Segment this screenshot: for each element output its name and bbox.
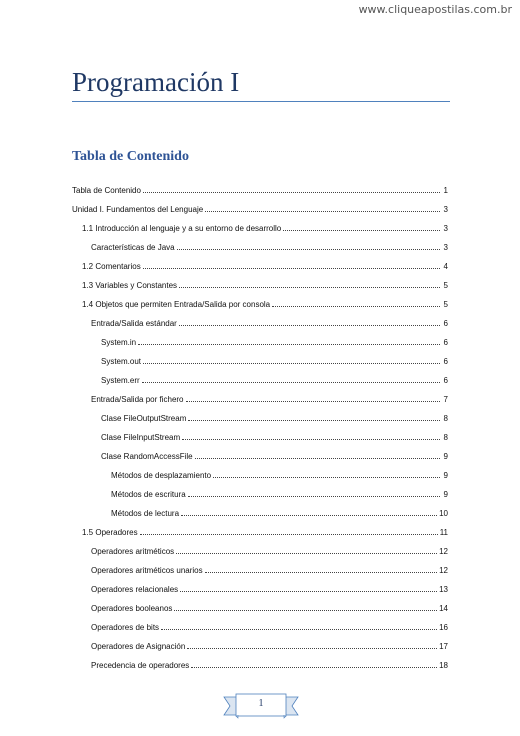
toc-entry-page: 5 (443, 300, 448, 309)
dot-leader (186, 400, 441, 402)
dot-leader (191, 666, 437, 668)
toc-entry-title: Clase RandomAccessFile (101, 452, 193, 461)
toc-entry[interactable] (72, 309, 448, 328)
toc-entry-page: 8 (443, 414, 448, 423)
toc-entry-title: Métodos de lectura (111, 509, 180, 518)
toc-entry[interactable] (72, 328, 448, 347)
toc-entry-page: 18 (439, 661, 448, 670)
dot-leader (188, 495, 440, 497)
toc-entry-page: 9 (443, 471, 448, 480)
toc-entry[interactable] (72, 271, 448, 290)
toc-entry[interactable] (72, 480, 448, 499)
toc-entry[interactable] (72, 575, 448, 594)
toc-entry-title: Operadores aritméticos (91, 547, 175, 556)
toc-entry-title: Operadores de bits (91, 623, 160, 632)
toc-entry-title: 1.4 Objetos que permiten Entrada/Salida por consola (82, 300, 271, 309)
toc-entry-page: 6 (443, 357, 448, 366)
toc-entry[interactable] (72, 404, 448, 423)
dot-leader (176, 552, 437, 554)
toc-entry-page: 12 (439, 566, 448, 575)
dot-leader (187, 647, 437, 649)
toc-entry-title: Clase FileOutputStream (101, 414, 187, 423)
toc-entry[interactable] (72, 347, 448, 366)
toc-entry[interactable] (72, 195, 448, 214)
dot-leader (142, 381, 440, 383)
toc-entry-page: 1 (443, 186, 448, 195)
dot-leader (138, 343, 440, 345)
dot-leader (195, 457, 440, 459)
toc-entry-page: 4 (443, 262, 448, 271)
toc-entry-title: Operadores de Asignación (91, 642, 186, 651)
dot-leader (143, 362, 440, 364)
toc-entry-page: 8 (443, 433, 448, 442)
toc-entry[interactable] (72, 442, 448, 461)
dot-leader (179, 324, 440, 326)
toc-entry[interactable] (72, 233, 448, 252)
dot-leader (174, 609, 437, 611)
toc-entry[interactable] (72, 423, 448, 442)
toc-entry-title: Unidad I. Fundamentos del Lenguaje (72, 205, 204, 214)
toc-entry-page: 3 (443, 205, 448, 214)
page-number-badge (222, 691, 300, 719)
toc-entry[interactable] (72, 366, 448, 385)
toc-entry-page: 11 (439, 528, 448, 537)
toc-entry-title: Métodos de escritura (111, 490, 186, 499)
toc-entry[interactable] (72, 651, 448, 670)
dot-leader (177, 248, 440, 250)
toc-entry-title: System.out (101, 357, 142, 366)
table-of-contents (72, 176, 448, 670)
dot-leader (143, 267, 440, 269)
toc-entry-title: System.in (101, 338, 137, 347)
toc-entry-page: 6 (443, 338, 448, 347)
dot-leader (213, 476, 440, 478)
toc-entry-title: Operadores relacionales (91, 585, 179, 594)
page-number: 1 (258, 698, 264, 709)
toc-entry-title: Clase FileInputStream (101, 433, 181, 442)
toc-entry-title: 1.2 Comentarios (82, 262, 141, 271)
toc-entry-title: Entrada/Salida por fichero (91, 395, 184, 404)
dot-leader (182, 438, 440, 440)
toc-entry[interactable] (72, 290, 448, 309)
document-title: Programación I (72, 66, 450, 102)
toc-entry-page: 13 (439, 585, 448, 594)
dot-leader (181, 514, 437, 516)
toc-entry-title: Entrada/Salida estándar (91, 319, 177, 328)
toc-entry[interactable] (72, 499, 448, 518)
toc-entry-title: System.err (101, 376, 140, 385)
dot-leader (180, 590, 437, 592)
toc-entry-title: 1.1 Introducción al lenguaje y a su entorno de desarrollo (82, 224, 282, 233)
dot-leader (283, 229, 440, 231)
toc-entry-page: 5 (443, 281, 448, 290)
toc-entry-page: 3 (443, 243, 448, 252)
toc-entry[interactable] (72, 252, 448, 271)
toc-entry-title: Métodos de desplazamiento (111, 471, 212, 480)
dot-leader (140, 533, 438, 535)
dot-leader (205, 210, 440, 212)
toc-entry-page: 17 (439, 642, 448, 651)
toc-entry-title: Características de Java (91, 243, 175, 252)
toc-entry-title: Precedencia de operadores (91, 661, 190, 670)
toc-heading: Tabla de Contenido (72, 149, 189, 164)
dot-leader (188, 419, 440, 421)
toc-entry[interactable] (72, 518, 448, 537)
dot-leader (179, 286, 440, 288)
toc-entry-page: 6 (443, 376, 448, 385)
toc-entry-title: 1.3 Variables y Constantes (82, 281, 178, 290)
dot-leader (205, 571, 437, 573)
toc-entry-page: 6 (443, 319, 448, 328)
dot-leader (143, 191, 440, 193)
toc-entry[interactable] (72, 613, 448, 632)
toc-entry-page: 14 (439, 604, 448, 613)
toc-entry-title: Tabla de Contenido (72, 186, 141, 195)
toc-entry[interactable] (72, 632, 448, 651)
toc-entry-page: 16 (439, 623, 448, 632)
toc-entry[interactable] (72, 385, 448, 404)
toc-entry-page: 9 (443, 452, 448, 461)
toc-entry-page: 9 (443, 490, 448, 499)
toc-entry[interactable] (72, 214, 448, 233)
toc-entry[interactable] (72, 461, 448, 480)
toc-entry[interactable] (72, 556, 448, 575)
toc-entry-title: 1.5 Operadores (82, 528, 138, 537)
watermark-url: www.cliqueapostilas.com.br (358, 3, 512, 16)
toc-entry-page: 7 (443, 395, 448, 404)
dot-leader (161, 628, 437, 630)
toc-entry-page: 3 (443, 224, 448, 233)
toc-entry-title: Operadores booleanos (91, 604, 173, 613)
toc-entry[interactable] (72, 537, 448, 556)
toc-entry-title: Operadores aritméticos unarios (91, 566, 203, 575)
toc-entry-page: 10 (439, 509, 448, 518)
toc-entry-page: 12 (439, 547, 448, 556)
toc-entry[interactable] (72, 176, 448, 195)
dot-leader (272, 305, 440, 307)
toc-entry[interactable] (72, 594, 448, 613)
